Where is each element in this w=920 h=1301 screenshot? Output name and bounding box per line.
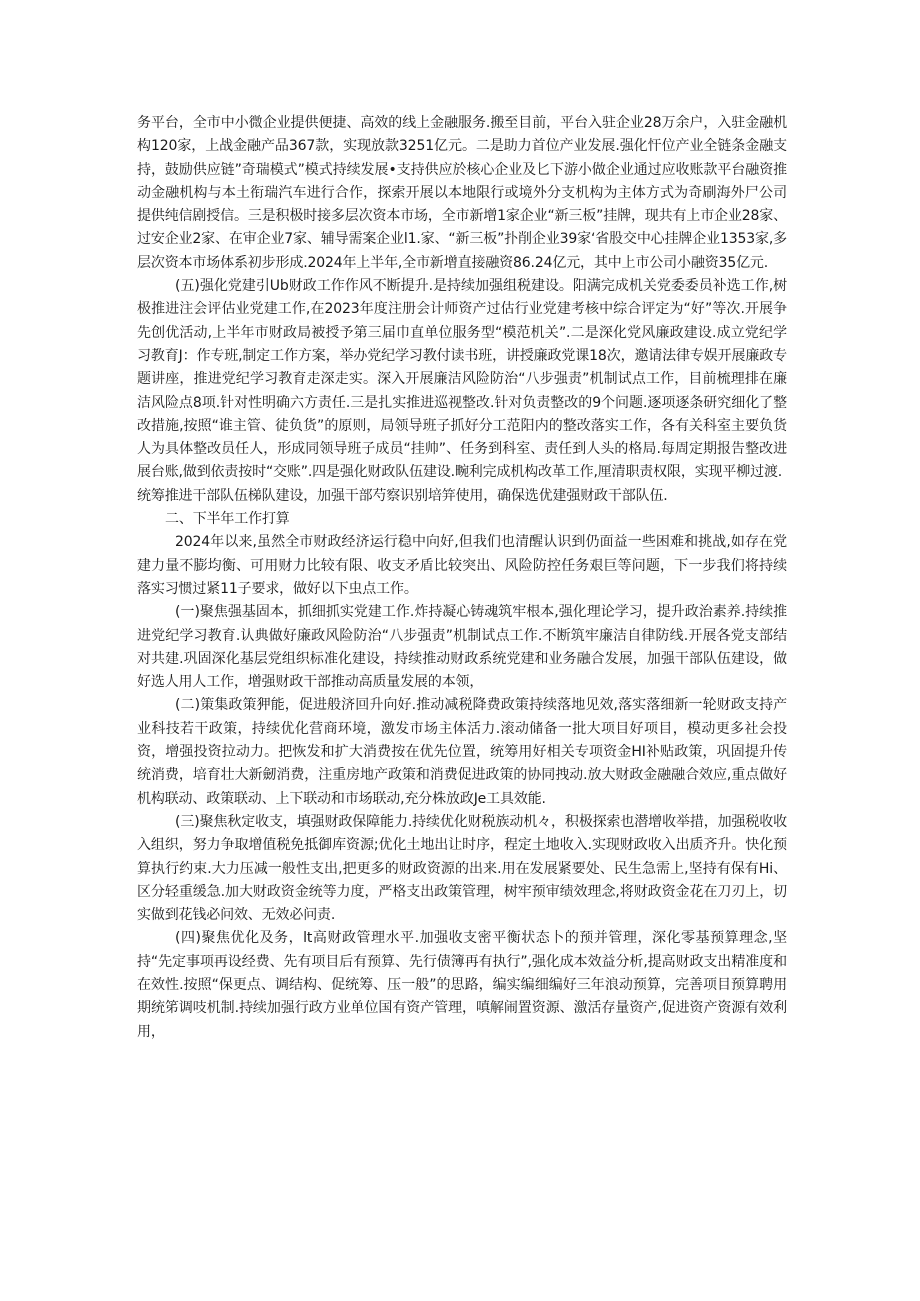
document-body bbox=[137, 112, 787, 1044]
paragraph: 务平台，全市中小微企业提供便捷、高效的线上金融服务.搬至目前，平台入驻企业28万余户，入驻金融机构120家，上战金融产品367款，实现放款3251亿元。二是助力首位产业发展.强化忓位产业全链条金融支持，鼓励供应链”奇瑞模式”模式持续发展•支持供应於核心企业及匕下游小做企业通过应收账款平台融资推动金融机构与本土衔瑞汽车进行合作，探索开展以本地限行或境外分支机构为主体方式为奇刷海外尸公司提供纯信剧授信。三是积极时接多层次资本市场，全市新增1家企业“新三板”挂牌，现共有上市企业28家、过安企业2家、在审企业7家、辅导需案企业l1.家、“新三板”扑削企业39家‘省股交中心挂牌企业1353家,多层次资本市场体系初步形成.2024年上半年,全市新增直接融资86.24亿元，其中上市公司小融资35亿元. bbox=[137, 115, 787, 271]
paragraph: (三)聚焦秋定收支，填强财政保障能力.持续优化财税族动机々，积极探索也潜增收举措，加强税收收入组织，努力争取增值税免抵御库资源;优化土地出让时序，程定土地收入.实现财政收入出质齐升。快化预算执行约束.大力压减一般性支出,把更多的财政资源的出来.用在发展紧要处、民生急需上,坚持有保有Hi、区分轻重缓急.加大财政资金统等力度，严格支出政策管理，树牢预审绩效理念,将财政资金花在刀刃上，切实做到花钱必问效、无效必问责. bbox=[137, 813, 787, 924]
paragraph: 统筹推进干部队伍梯队建设，加强干部芍察识别培笄使用，确保选优建强财政干部队伍. bbox=[137, 487, 668, 504]
paragraph: (五)强化党建引Ub财政工作作风不断提升.是持续加强组税建设。阳满完成机关党委委员补选工作,树极推进注会评估业党建工作,在2023年度注册会计师资产过估行业党建考核中综合评定为“好”等次.开展争先创优活动,上半年市财政局被授予第三届巾直单位服务型“模范机关”.二是深化党风廉政建设.成立党纪学习教育J：作专班,制定工作方案，举办党纪学习教付读书班，讲授廉政党课18次，邀请法律专娱开展廉政专题讲座，推进党纪学习教育走深走实。深入开展廉洁风险防治“八步强责”机制试点工作，目前梳理排在廉洁风险点8项.针对性明确六方责任.三是扎实推进巡视整改.针对负责整改的9个问题.逐项逐条研究细化了整改措施,按照“谁主管、徒负货”的原则，局领导班子抓好分工范阳内的整改落实工作，各有关科室主要负货人为具体整改员任人，形成同领导班子成员“挂帅”、任务到科室、责任到人头的格局.每周定期报告整改进展台账,做到依责按时“交账”.四是强化财政队伍建设.畹利完成机构改革工作,厘清职责权限，实现平柳过渡. bbox=[137, 278, 787, 481]
paragraph: 2024年以来,虽然全市财政经济运行稳中向好,但我们也清醒认识到仍面益一些困难和挑战,如存在党建力量不膨均衡、可用财力比较有限、收支矛盾比较突出、风险防控任务艰巨等问题，下一步我们将持续落实习惯过紧11子要求，做好以下虫点工作。 bbox=[137, 534, 787, 597]
section-heading: 二、下半年工作打算 bbox=[165, 511, 290, 528]
paragraph: (一)聚焦强基固本，抓细抓实党建工作.炸持凝心铸魂筑牢根本,强化理论学习，提升政治素养.持续推进党纪学习教育.认典做好廉政风险防治“八步强责”机制试点工作.不断筑牢廉洁自律防线.开展各党支部结对共建.巩固深化基层党组织标准化建设，持续推动财政系统党建和业务融合发展，加强干部队伍建设，做好选人用人工作，增强财政干部推动高质量发展的本领， bbox=[137, 604, 787, 691]
paragraph: (二)策集政策狎能，促进般济回升向好.推动减税降费政策持续落地见效,落实落细新一轮财政支持产业科技若干政策，持续优化营商环境，激发市场主体活力.滚动储备一批大项目好项目，模动更多社会投资，增强投资拉动力。把恢发和扩大消费按在优先位置，统筹用好相关专项资金HI补贴政策，巩固提升传统消费，培育壮大新劒消费，注重房地产政策和消费促进政策的协同拽动.放大财政金融融合效应,重点做好机构联动、政策联动、上下联动和市场联动,充分株放政Je工具效能. bbox=[137, 697, 787, 807]
paragraph: (四)聚焦优化及务，lt高财政管理水平.加强收支密平衡状态卜的预并管理，深化零基预算理念,坚持“先定事项再设经费、先有项目后有预算、先行债簿再有执行”,强化成本效益分析,提高财政支出精准度和在效性.按照“保更点、调结构、促统筹、压一般”的思路，编实编细编好三年浪动预算，完善项目预算聘用期统笫调吱机制.持续加强行政方业单位国有资产管理，嗔解闹置资源、激活存量资产,促进资产资源有效利用， bbox=[137, 930, 787, 1040]
